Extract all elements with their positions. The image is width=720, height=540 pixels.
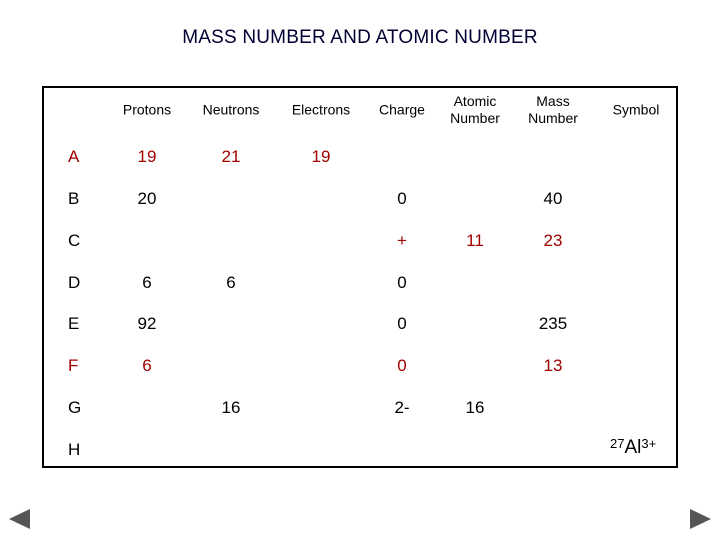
- symbol-element: Al: [624, 437, 642, 458]
- row-a-electrons: 19: [311, 147, 331, 166]
- row-b-protons: 20: [137, 189, 157, 208]
- worksheet-table: [42, 86, 678, 468]
- row-d-charge: 0: [397, 273, 407, 292]
- row-c-atomic-number: 11: [466, 231, 484, 250]
- header-atomic-number: Atomic Number: [450, 93, 500, 126]
- row-label-a: A: [68, 147, 80, 166]
- row-e-protons: 92: [137, 314, 157, 333]
- header-charge: Charge: [379, 101, 425, 118]
- header-mass-number: Mass Number: [528, 93, 578, 126]
- row-c-mass-number: 23: [543, 231, 563, 250]
- row-label-g: G: [68, 398, 82, 417]
- row-label-c: C: [68, 231, 81, 250]
- row-g-atomic-number: 16: [465, 398, 485, 417]
- row-g-neutrons: 16: [221, 398, 241, 417]
- row-label-h: H: [68, 440, 81, 459]
- header-electrons: Electrons: [291, 101, 351, 118]
- row-label-d: D: [68, 273, 81, 292]
- row-e-mass-number: 235: [538, 314, 568, 333]
- triangle-left-icon[interactable]: [9, 509, 30, 529]
- page-title: MASS NUMBER AND ATOMIC NUMBER: [182, 27, 538, 48]
- row-label-f: F: [68, 356, 79, 375]
- header-symbol: Symbol: [612, 101, 660, 118]
- row-d-protons: 6: [142, 273, 152, 292]
- row-a-protons: 19: [137, 147, 157, 166]
- row-label-e: E: [68, 314, 80, 333]
- row-g-charge: 2-: [394, 398, 410, 417]
- row-c-charge: +: [397, 231, 407, 250]
- row-e-charge: 0: [397, 314, 407, 333]
- row-f-protons: 6: [142, 356, 152, 375]
- row-d-neutrons: 6: [226, 273, 236, 292]
- triangle-right-icon[interactable]: [690, 509, 711, 529]
- row-label-b: B: [68, 189, 80, 208]
- header-neutrons: Neutrons: [202, 101, 260, 118]
- row-a-neutrons: 21: [221, 147, 241, 166]
- row-b-mass-number: 40: [543, 189, 563, 208]
- row-f-charge: 0: [397, 356, 407, 375]
- symbol-mass-number: 27: [610, 436, 625, 451]
- row-b-charge: 0: [397, 189, 407, 208]
- row-f-mass-number: 13: [543, 356, 563, 375]
- row-h-symbol: [610, 437, 656, 459]
- header-protons: Protons: [122, 101, 172, 118]
- symbol-charge: 3+: [641, 436, 657, 451]
